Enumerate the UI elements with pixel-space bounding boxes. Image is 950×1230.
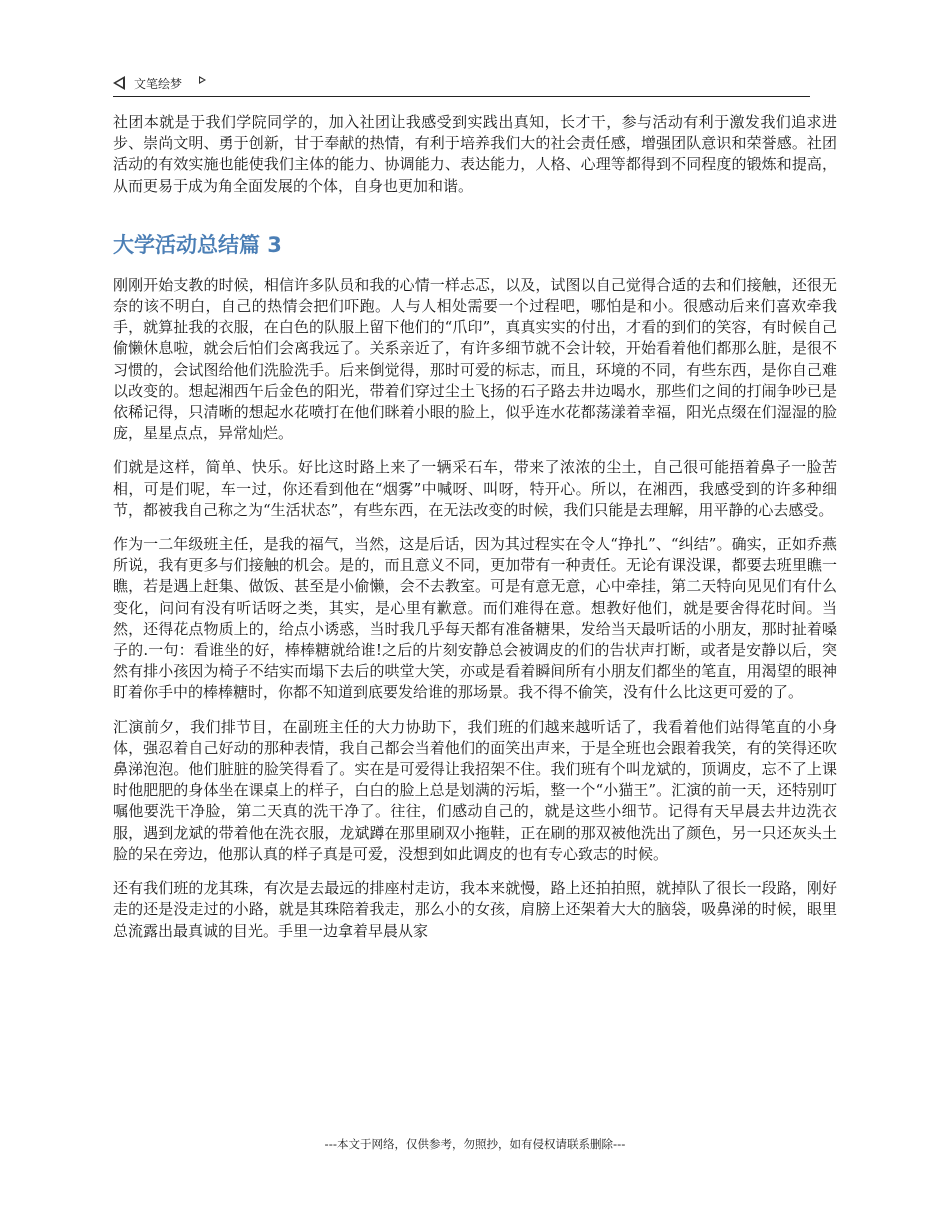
triangle-left-icon[interactable] (113, 76, 125, 90)
document-body (113, 112, 837, 955)
body-paragraph-2: 们就是这样，简单、快乐。好比这时路上来了一辆采石车，带来了浓浓的尘土，自己很可能捂着鼻子一脸苦相，可是们呢，车一过，你还看到他在“烟雾”中喊呀、叫呀，特开心。所以，在湘西，我感受到的许多种细节，都被我自己称之为“生活状态”，有些东西，在无法改变的时候，我们只能是去理解，用平静的心去感受。 (113, 458, 837, 519)
page-header (113, 72, 810, 97)
body-paragraph-1: 刚刚开始支教的时候，相信许多队员和我的心情一样忐忑，以及，试图以自己觉得合适的去和们接触，还很无奈的该不明白，自己的热情会把们吓跑。人与人相处需要一个过程吧，哪怕是和小。很感动后来们喜欢牵我手，就算扯我的衣服，在白色的队服上留下他们的“爪印”，真真实实的付出，才看的到们的笑容，有时候自己偷懒休息啦，就会后怕们会离我远了。关系亲近了，有许多细节就不会计较，开始看着他们都那么脏，是很不习惯的，会试图给他们洗脸洗手。后来倒觉得，那时可爱的标志，而且，环境的不同，有些东西，是你自己难以改变的。想起湘西午后金色的阳光，带着们穿过尘土飞扬的石子路去井边喝水，那些们之间的打闹争吵已是依稀记得，只清晰的想起水花喷打在他们眯着小眼的脸上，似乎连水花都荡漾着幸福，阳光点缀在们湿湿的脸庞，星星点点，异常灿烂。 (113, 275, 837, 443)
triangle-right-icon[interactable] (199, 76, 206, 84)
body-paragraph-4: 汇演前夕，我们排节目，在副班主任的大力协助下，我们班的们越来越听话了，我看着他们站得笔直的小身体，强忍着自己好动的那种表情，我自己都会当着他们的面笑出声来，于是全班也会跟着我笑，有的笑得还吹鼻涕泡泡。他们脏脏的脸笑得看了。实在是可爱得让我招架不住。我们班有个叫龙斌的，顶调皮，忘不了上课时他肥肥的身体坐在课桌上的样子，白白的脸上总是划满的污垢，整一个“小猫王”。汇演的前一天，还特别叮嘱他要洗干净脸，第二天真的洗干净了。往往，们感动自己的，就是这些小细节。记得有天早晨去井边洗衣服，遇到龙斌的带着他在洗衣服，龙斌蹲在那里刷双小拖鞋，正在刷的那双被他洗出了颜色，另一只还灰头土脸的呆在旁边，他那认真的样子真是可爱，没想到如此调皮的也有专心致志的时候。 (113, 717, 837, 863)
brand-name: 文笔绘梦 (134, 77, 183, 91)
footer-notice: ---本文于网络，仅供参考，勿照抄，如有侵权请联系删除--- (324, 1137, 626, 1151)
body-paragraph-3: 作为一二年级班主任，是我的福气，当然，这是后话，因为其过程实在令人“挣扎”、“纠结”。确实，正如乔燕所说，我有更多与们接触的机会。是的，而且意义不同，更加带有一种责任。无论有课没课，都要去班里瞧一瞧，若是遇上赶集、做饭、甚至是小偷懒，会不去教室。可是有意无意，心中牵挂，第二天特向见见们有什么变化，问问有没有听话呀之类，其实，是心里有歉意。而们难得在意。想教好他们，就是要舍得花时间。当然，还得花点物质上的，给点小诱惑，当时我几乎每天都有准备糖果，发给当天最听话的小朋友，那时扯着嗓子的.一句：看谁坐的好，棒棒糖就给谁!之后的片刻安静总会被调皮的们的告状声打断，或者是安静以后，突然有排小孩因为椅子不结实而塌下去后的哄堂大笑，亦或是看着瞬间所有小朋友们都坐的笔直，用渴望的眼神盯着你手中的棒棒糖时，你都不知道到底要发给谁的那场景。我不得不偷笑，没有什么比这更可爱的了。 (113, 535, 837, 702)
section-title: 大学活动总结篇 3 (113, 232, 282, 257)
intro-paragraph: 社团本就是于我们学院同学的，加入社团让我感受到实践出真知，长才干，参与活动有利于激发我们追求进步、崇尚文明、勇于创新，甘于奉献的热情，有利于培养我们大的社会责任感，增强团队意识和荣誉感。社团活动的有效实施也能使我们主体的能力、协调能力、表达能力，人格、心理等都得到不同程度的锻炼和提高，从而更易于成为角全面发展的个体，自身也更加和谐。 (113, 113, 837, 195)
body-paragraph-5: 还有我们班的龙其珠，有次是去最远的排座村走访，我本来就慢，路上还拍拍照，就掉队了很长一段路，刚好走的还是没走过的小路，就是其珠陪着我走，那么小的女孩，肩膀上还架着大大的脑袋，吸鼻涕的时候，眼里总流露出最真诚的目光。手里一边拿着早晨从家 (113, 879, 837, 940)
